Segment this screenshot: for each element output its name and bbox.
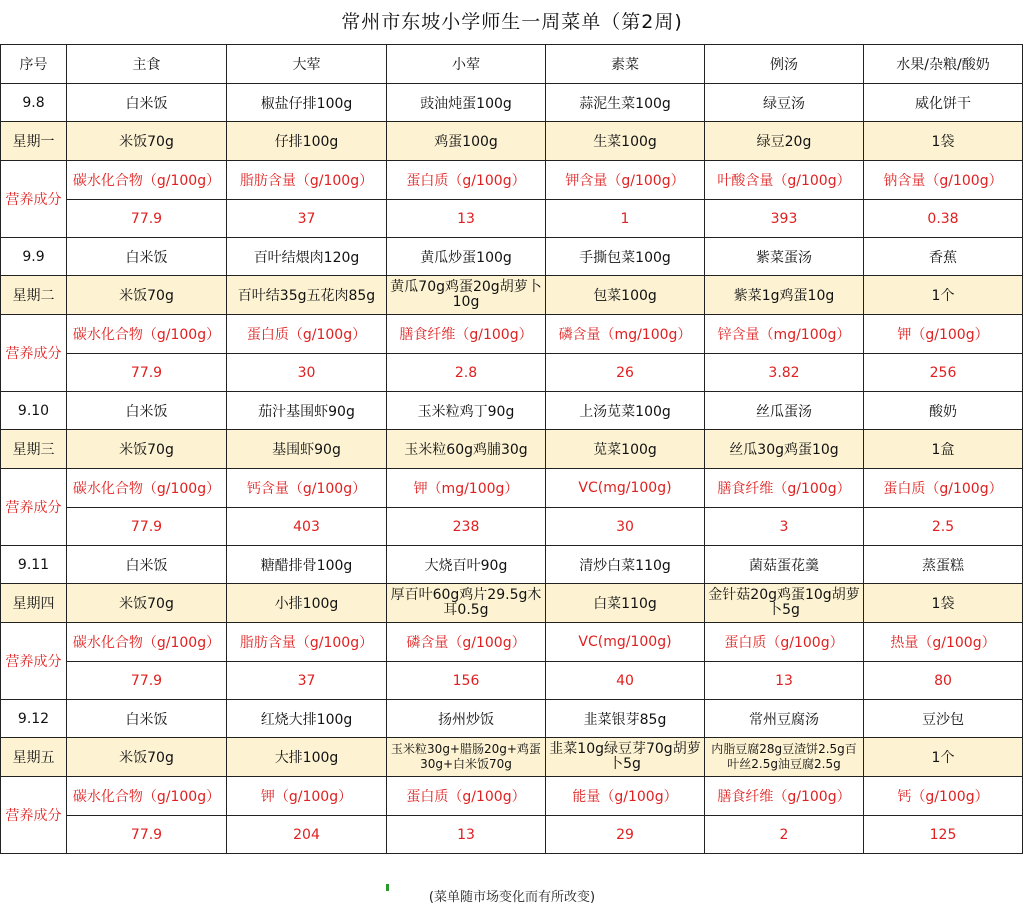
portion-cell: 包菜100g <box>546 276 705 315</box>
date-cell: 9.12 <box>1 700 67 738</box>
header-cell: 素菜 <box>546 45 705 84</box>
dish-cell: 大烧百叶90g <box>387 546 546 584</box>
nutrient-value-row <box>1 662 1023 700</box>
dish-cell: 玉米粒鸡丁90g <box>387 392 546 430</box>
nutrient-cell: 脂肪含量（g/100g） <box>227 161 387 200</box>
nutrient-value: 2.8 <box>387 354 546 392</box>
portion-row <box>1 430 1023 469</box>
page-title: 常州市东坡小学师生一周菜单（第2周) <box>341 11 683 33</box>
portion-cell: 紫菜1g鸡蛋10g <box>705 276 864 315</box>
dish-cell: 茄汁基围虾90g <box>227 392 387 430</box>
nutrient-value: 238 <box>387 508 546 546</box>
nutrient-value-row <box>1 508 1023 546</box>
portion-cell: 丝瓜30g鸡蛋10g <box>705 430 864 469</box>
portion-cell: 玉米粒60g鸡脯30g <box>387 430 546 469</box>
dish-cell: 酸奶 <box>864 392 1023 430</box>
dish-cell: 椒盐仔排100g <box>227 84 387 122</box>
weekday-cell: 星期二 <box>1 276 67 315</box>
nutrition-label: 营养成分 <box>1 161 67 238</box>
portion-cell: 玉米粒30g+腊肠20g+鸡蛋30g+白米饭70g <box>387 738 546 777</box>
dish-row <box>1 392 1023 430</box>
header-cell: 例汤 <box>705 45 864 84</box>
nutrient-value: 403 <box>227 508 387 546</box>
nutrient-value-row <box>1 354 1023 392</box>
nutrient-cell: 碳水化合物（g/100g） <box>67 161 227 200</box>
dish-cell: 蒜泥生菜100g <box>546 84 705 122</box>
nutrient-value-row <box>1 816 1023 854</box>
portion-row <box>1 276 1023 315</box>
dish-cell: 韭菜银芽85g <box>546 700 705 738</box>
nutrient-cell: 锌含量（mg/100g） <box>705 315 864 354</box>
dish-cell: 豆沙包 <box>864 700 1023 738</box>
nutrient-value: 37 <box>227 200 387 238</box>
nutrient-cell: 钾（mg/100g） <box>387 469 546 508</box>
dish-cell: 白米饭 <box>67 700 227 738</box>
nutrient-cell: 碳水化合物（g/100g） <box>67 315 227 354</box>
nutrient-value: 77.9 <box>67 200 227 238</box>
nutrition-label: 营养成分 <box>1 315 67 392</box>
portion-cell: 绿豆20g <box>705 122 864 161</box>
nutrient-cell: 磷含量（mg/100g） <box>546 315 705 354</box>
date-cell: 9.11 <box>1 546 67 584</box>
nutrition-label: 营养成分 <box>1 469 67 546</box>
portion-cell: 内脂豆腐28g豆渣饼2.5g百叶丝2.5g油豆腐2.5g <box>705 738 864 777</box>
nutrient-cell: 钾含量（g/100g） <box>546 161 705 200</box>
nutrient-cell: 磷含量（g/100g） <box>387 623 546 662</box>
nutrient-cell: 碳水化合物（g/100g） <box>67 623 227 662</box>
header-row <box>1 45 1023 84</box>
portion-cell: 小排100g <box>227 584 387 623</box>
weekday-cell: 星期三 <box>1 430 67 469</box>
nutrient-value: 13 <box>705 662 864 700</box>
weekday-cell: 星期四 <box>1 584 67 623</box>
portion-row <box>1 122 1023 161</box>
nutrition-label: 营养成分 <box>1 623 67 700</box>
nutrient-value: 204 <box>227 816 387 854</box>
nutrient-value: 77.9 <box>67 354 227 392</box>
nutrient-value: 13 <box>387 816 546 854</box>
portion-cell: 米饭70g <box>67 430 227 469</box>
nutrient-cell: 脂肪含量（g/100g） <box>227 623 387 662</box>
nutrient-cell: VC(mg/100g) <box>546 469 705 508</box>
portion-row <box>1 584 1023 623</box>
nutrient-label-row <box>1 469 1023 508</box>
nutrient-value: 40 <box>546 662 705 700</box>
nutrient-label-row <box>1 623 1023 662</box>
nutrient-value: 37 <box>227 662 387 700</box>
nutrient-value: 2 <box>705 816 864 854</box>
nutrient-cell: 碳水化合物（g/100g） <box>67 777 227 816</box>
portion-cell: 大排100g <box>227 738 387 777</box>
portion-cell: 1个 <box>864 738 1023 777</box>
date-cell: 9.9 <box>1 238 67 276</box>
nutrient-value: 26 <box>546 354 705 392</box>
nutrient-cell: 蛋白质（g/100g） <box>705 623 864 662</box>
dish-row <box>1 84 1023 122</box>
nutrient-value: 256 <box>864 354 1023 392</box>
portion-cell: 白菜110g <box>546 584 705 623</box>
nutrient-cell: 蛋白质（g/100g） <box>387 777 546 816</box>
nutrient-label-row <box>1 161 1023 200</box>
nutrient-value: 125 <box>864 816 1023 854</box>
portion-cell: 米饭70g <box>67 122 227 161</box>
portion-row <box>1 738 1023 777</box>
nutrient-value: 0.38 <box>864 200 1023 238</box>
nutrient-value-row <box>1 200 1023 238</box>
nutrient-cell: 叶酸含量（g/100g） <box>705 161 864 200</box>
nutrient-value: 29 <box>546 816 705 854</box>
nutrient-label-row <box>1 777 1023 816</box>
dish-cell: 扬州炒饭 <box>387 700 546 738</box>
nutrient-cell: 钾（g/100g） <box>864 315 1023 354</box>
dish-cell: 香蕉 <box>864 238 1023 276</box>
nutrient-value: 1 <box>546 200 705 238</box>
dish-cell: 丝瓜蛋汤 <box>705 392 864 430</box>
nutrient-value: 77.9 <box>67 816 227 854</box>
dish-cell: 清炒白菜110g <box>546 546 705 584</box>
date-cell: 9.10 <box>1 392 67 430</box>
portion-cell: 1袋 <box>864 122 1023 161</box>
nutrient-value: 30 <box>227 354 387 392</box>
portion-cell: 黄瓜70g鸡蛋20g胡萝卜10g <box>387 276 546 315</box>
nutrient-value: 77.9 <box>67 662 227 700</box>
portion-cell: 米饭70g <box>67 584 227 623</box>
nutrient-cell: 膳食纤维（g/100g） <box>705 469 864 508</box>
dish-cell: 常州豆腐汤 <box>705 700 864 738</box>
nutrient-value: 3 <box>705 508 864 546</box>
dish-cell: 威化饼干 <box>864 84 1023 122</box>
dish-cell: 白米饭 <box>67 392 227 430</box>
nutrient-cell: 能量（g/100g） <box>546 777 705 816</box>
nutrient-value: 80 <box>864 662 1023 700</box>
nutrient-cell: VC(mg/100g) <box>546 623 705 662</box>
portion-cell: 苋菜100g <box>546 430 705 469</box>
nutrient-value: 156 <box>387 662 546 700</box>
header-cell: 小荤 <box>387 45 546 84</box>
nutrient-value: 2.5 <box>864 508 1023 546</box>
nutrient-cell: 碳水化合物（g/100g） <box>67 469 227 508</box>
date-cell: 9.8 <box>1 84 67 122</box>
portion-cell: 米饭70g <box>67 276 227 315</box>
dish-cell: 豉油炖蛋100g <box>387 84 546 122</box>
weekday-cell: 星期一 <box>1 122 67 161</box>
header-cell: 大荤 <box>227 45 387 84</box>
dish-cell: 绿豆汤 <box>705 84 864 122</box>
header-cell: 序号 <box>1 45 67 84</box>
nutrient-value: 13 <box>387 200 546 238</box>
nutrient-cell: 蛋白质（g/100g） <box>227 315 387 354</box>
dish-cell: 黄瓜炒蛋100g <box>387 238 546 276</box>
portion-cell: 1盒 <box>864 430 1023 469</box>
dish-cell: 手撕包菜100g <box>546 238 705 276</box>
portion-cell: 仔排100g <box>227 122 387 161</box>
portion-cell: 厚百叶60g鸡片29.5g木耳0.5g <box>387 584 546 623</box>
menu-table <box>0 44 1023 854</box>
dish-row <box>1 546 1023 584</box>
nutrient-value: 30 <box>546 508 705 546</box>
dish-row <box>1 700 1023 738</box>
nutrient-cell: 钙（g/100g） <box>864 777 1023 816</box>
nutrient-cell: 热量（g/100g） <box>864 623 1023 662</box>
portion-cell: 生菜100g <box>546 122 705 161</box>
dish-cell: 红烧大排100g <box>227 700 387 738</box>
portion-cell: 米饭70g <box>67 738 227 777</box>
nutrition-label: 营养成分 <box>1 777 67 854</box>
dish-cell: 蒸蛋糕 <box>864 546 1023 584</box>
nutrient-cell: 钠含量（g/100g） <box>864 161 1023 200</box>
nutrient-label-row <box>1 315 1023 354</box>
dish-row <box>1 238 1023 276</box>
portion-cell: 百叶结35g五花肉85g <box>227 276 387 315</box>
dish-cell: 糖醋排骨100g <box>227 546 387 584</box>
dish-cell: 白米饭 <box>67 238 227 276</box>
nutrient-cell: 膳食纤维（g/100g） <box>387 315 546 354</box>
nutrient-cell: 蛋白质（g/100g） <box>387 161 546 200</box>
dish-cell: 菌菇蛋花羹 <box>705 546 864 584</box>
portion-cell: 1个 <box>864 276 1023 315</box>
portion-cell: 金针菇20g鸡蛋10g胡萝卜5g <box>705 584 864 623</box>
dish-cell: 百叶结煨肉120g <box>227 238 387 276</box>
nutrient-cell: 蛋白质（g/100g） <box>864 469 1023 508</box>
dish-cell: 白米饭 <box>67 546 227 584</box>
nutrient-cell: 钾（g/100g） <box>227 777 387 816</box>
dish-cell: 紫菜蛋汤 <box>705 238 864 276</box>
header-cell: 水果/杂粮/酸奶 <box>864 45 1023 84</box>
portion-cell: 1袋 <box>864 584 1023 623</box>
footer-note: (菜单随市场变化而有所改变) <box>428 890 596 905</box>
weekday-cell: 星期五 <box>1 738 67 777</box>
portion-cell: 韭菜10g绿豆芽70g胡萝卜5g <box>546 738 705 777</box>
nutrient-cell: 膳食纤维（g/100g） <box>705 777 864 816</box>
nutrient-value: 393 <box>705 200 864 238</box>
portion-cell: 鸡蛋100g <box>387 122 546 161</box>
dish-cell: 上汤苋菜100g <box>546 392 705 430</box>
header-cell: 主食 <box>67 45 227 84</box>
nutrient-value: 3.82 <box>705 354 864 392</box>
dish-cell: 白米饭 <box>67 84 227 122</box>
portion-cell: 基围虾90g <box>227 430 387 469</box>
nutrient-cell: 钙含量（g/100g） <box>227 469 387 508</box>
nutrient-value: 77.9 <box>67 508 227 546</box>
